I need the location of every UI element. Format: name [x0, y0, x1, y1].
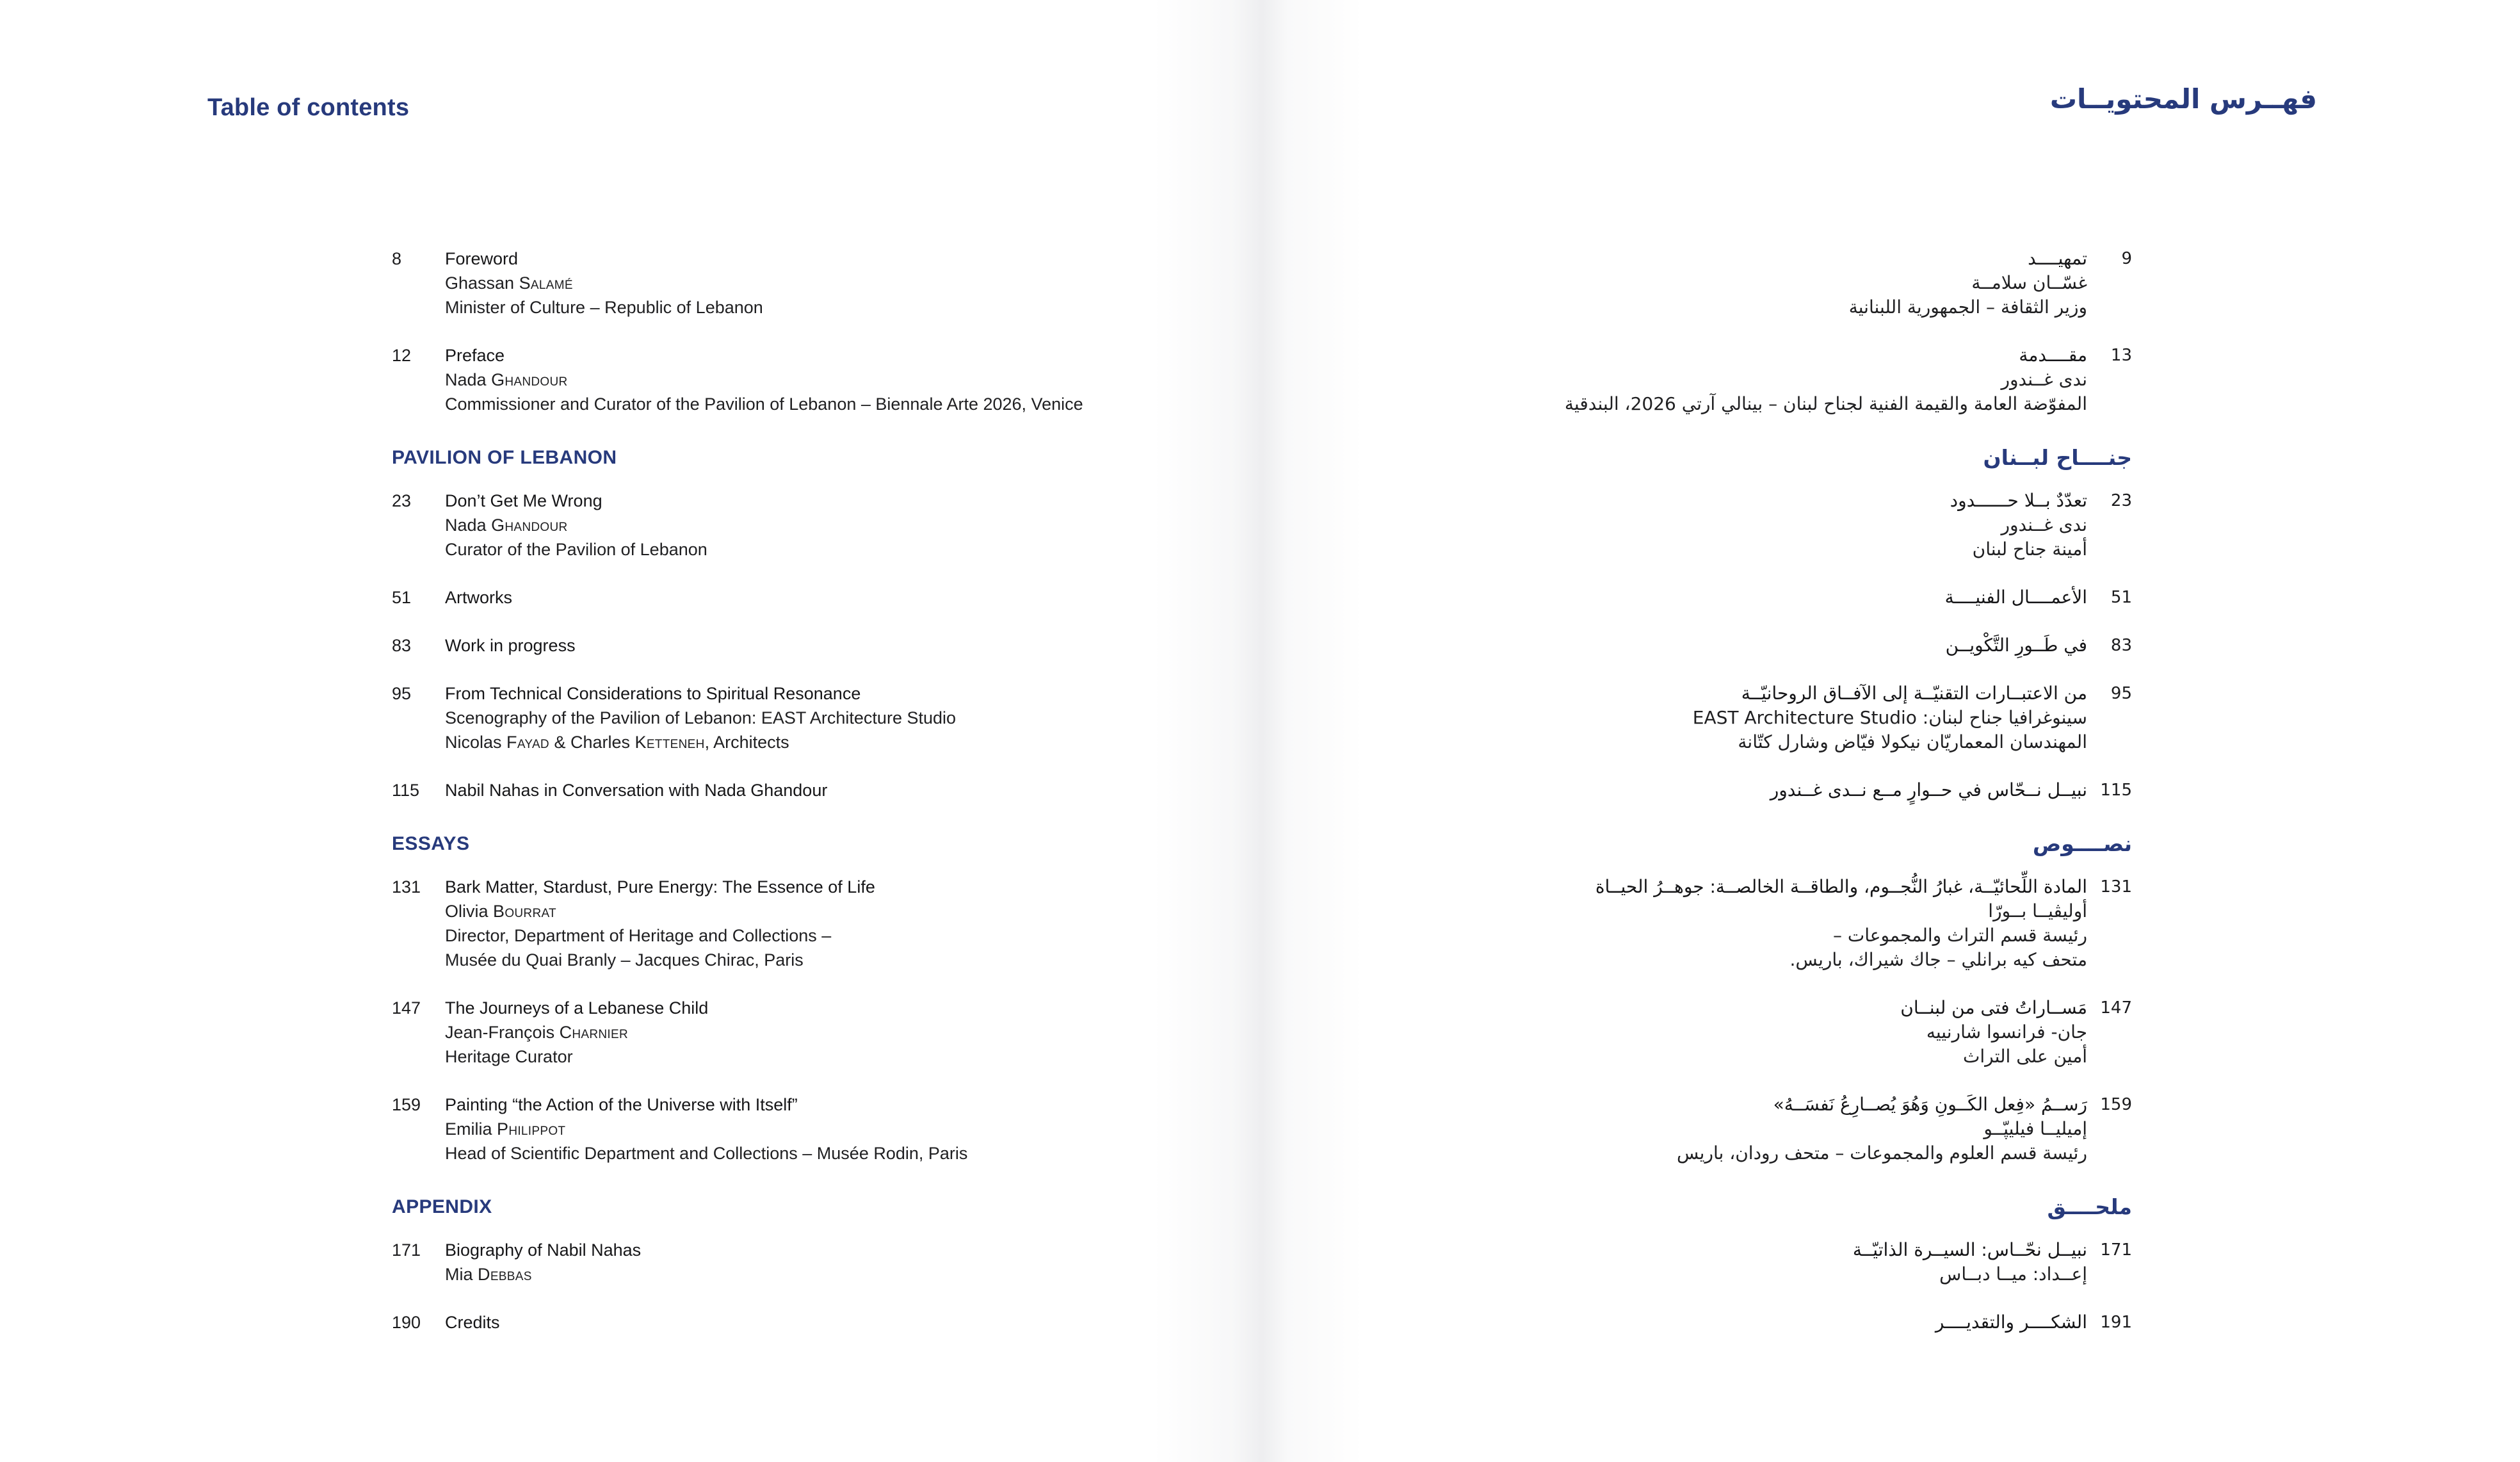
- toc-entry-page-number: 9: [2121, 249, 2132, 268]
- toc-entry-page-number: 147: [2100, 998, 2132, 1018]
- toc-entry-body: [1332, 996, 2087, 1069]
- toc-entry-title: Painting “the Action of the Universe with Itself”: [445, 1095, 798, 1114]
- toc-entry-title: في طَــورِ التَّكْويــن: [1945, 635, 2087, 656]
- toc-entry-subline: إعــداد: ميــا دبــاس: [1939, 1263, 2087, 1285]
- toc-entry-title: Don’t Get Me Wrong: [445, 491, 602, 510]
- toc-english: [392, 247, 1192, 1358]
- section-heading: PAVILION OF LEBANON: [392, 447, 617, 468]
- toc-entry-body: [445, 681, 1192, 754]
- toc-entry-subline: Ghassan Salamé: [445, 273, 573, 293]
- toc-entry: [392, 1238, 1192, 1287]
- toc-entry-page-number: 83: [2110, 636, 2132, 655]
- toc-entry-body: [445, 875, 1192, 972]
- toc-entry-subline: ندى غــندور: [2001, 369, 2087, 390]
- section-heading: نصــــوص: [2032, 831, 2132, 856]
- toc-entry-title: Credits: [445, 1313, 500, 1332]
- toc-entry: [392, 343, 1192, 416]
- toc-entry-body: [1332, 1092, 2087, 1166]
- page-arabic: [1271, 0, 2520, 1462]
- toc-entry-page-number: 23: [392, 491, 412, 510]
- toc-entry: [392, 778, 1192, 802]
- section-heading: ESSAYS: [392, 833, 470, 854]
- toc-entry-subline: Scenography of the Pavilion of Lebanon: EAST Architecture Studio: [445, 708, 957, 727]
- toc-entry: [392, 681, 1192, 754]
- toc-entry-subline: المفوّضة العامة والقيمة الفنية لجناح لبنان – بينالي آرتي 2026، البندقية: [1564, 393, 2087, 414]
- toc-entry-subline: متحف كيه برانلي – جاك شيراك، باريس.: [1789, 949, 2087, 970]
- toc-entry-title: نبيــل نحّــاس: السيــرة الذاتيّــة: [1852, 1239, 2087, 1260]
- toc-entry-page-number: 171: [392, 1240, 421, 1260]
- toc-entry-title: المادة اللِّحائيّــة، غبارُ النُّجــوم، والطاقــة الخالصــة: جوهــرُ الحيــاة: [1595, 876, 2087, 897]
- toc-entry-page-number: 8: [392, 249, 402, 268]
- toc-entry-body: [445, 633, 1192, 658]
- toc-entry-body: [445, 585, 1192, 610]
- toc-entry-title: Preface: [445, 346, 505, 365]
- section-heading: جنــــاح لبــنان: [1983, 445, 2132, 470]
- toc-entry-subline: أوليڤيــا بــورّا: [1988, 900, 2087, 922]
- toc-entry-body: [1332, 778, 2087, 802]
- toc-entry-body: [1332, 681, 2087, 754]
- toc-entry-title: From Technical Considerations to Spiritual Resonance: [445, 684, 861, 703]
- toc-entry: [392, 996, 1192, 1069]
- toc-entry-subline: Curator of the Pavilion of Lebanon: [445, 540, 707, 559]
- toc-entry: [1332, 633, 2132, 658]
- toc-entry-subline: غسّــان سلامــة: [1971, 272, 2087, 293]
- toc-entry-body: [445, 489, 1192, 562]
- toc-entry: [392, 1310, 1192, 1335]
- toc-entry: [1332, 585, 2132, 610]
- toc-entry-subline: أمينة جناح لبنان: [1972, 539, 2087, 560]
- section-heading: APPENDIX: [392, 1196, 492, 1217]
- toc-entry-title: تعدّدٌ بــلا حــــــدود: [1950, 490, 2087, 511]
- toc-entry: [392, 633, 1192, 658]
- toc-entry-body: [1332, 585, 2087, 610]
- toc-entry-body: [1332, 343, 2087, 416]
- toc-entry: [392, 875, 1192, 972]
- toc-entry: [392, 489, 1192, 562]
- toc-entry-subline: رئيسة قسم العلوم والمجموعات – متحف رودان، باريس: [1676, 1142, 2087, 1164]
- toc-entry-page-number: 23: [2110, 491, 2132, 510]
- toc-entry-body: [445, 778, 1192, 802]
- toc-entry-subline: Minister of Culture – Republic of Lebanon: [445, 298, 763, 317]
- toc-entry-page-number: 115: [2100, 781, 2132, 800]
- toc-entry: [1332, 247, 2132, 320]
- toc-entry-title: مقــــدمة: [2019, 345, 2087, 366]
- toc-entry-body: [445, 247, 1192, 320]
- toc-entry-title: Bark Matter, Stardust, Pure Energy: The Essence of Life: [445, 877, 875, 897]
- toc-entry-body: [1332, 489, 2087, 562]
- toc-entry: [392, 247, 1192, 320]
- toc-entry: [1332, 875, 2132, 972]
- toc-entry-title: رَســمُ «فِعل الكَــونِ وَهُوَ يُصــارِعُ نَفسَــهُ»: [1773, 1094, 2087, 1115]
- toc-entry-subline: جان- فرانسوا شارنييه: [1926, 1021, 2087, 1043]
- toc-entry-page-number: 13: [2110, 346, 2132, 365]
- toc-entry-title: Foreword: [445, 249, 519, 268]
- toc-entry-subline: Head of Scientific Department and Collections – Musée Rodin, Paris: [445, 1144, 968, 1163]
- toc-entry-body: [1332, 247, 2087, 320]
- toc-entry-title: Work in progress: [445, 636, 576, 655]
- toc-entry-subline: سينوغرافيا جناح لبنان: EAST Architecture Studio: [1692, 707, 2087, 728]
- toc-entry-subline: Mia Debbas: [445, 1265, 532, 1284]
- toc-entry-body: [445, 1238, 1192, 1287]
- toc-entry-subline: Musée du Quai Branly – Jacques Chirac, Paris: [445, 950, 804, 970]
- toc-entry-page-number: 115: [392, 781, 420, 800]
- toc-entry-page-number: 159: [392, 1095, 421, 1114]
- toc-entry-title: The Journeys of a Lebanese Child: [445, 998, 709, 1018]
- toc-arabic: [1332, 247, 2132, 1358]
- toc-entry: [1332, 1238, 2132, 1287]
- toc-entry-body: [445, 343, 1192, 416]
- toc-entry-page-number: 95: [392, 684, 412, 703]
- toc-entry: [392, 1092, 1192, 1166]
- toc-entry: [1332, 343, 2132, 416]
- toc-entry-subline: إميليــا فيليپّــو: [1983, 1118, 2087, 1139]
- toc-entry-subline: Director, Department of Heritage and Collections –: [445, 926, 832, 945]
- toc-entry-subline: المهندسان المعماريّان نيكولا فيّاض وشارل كتّانة: [1738, 731, 2087, 752]
- toc-entry-page-number: 191: [2100, 1313, 2132, 1332]
- toc-entry-subline: Commissioner and Curator of the Pavilion of Lebanon – Biennale Arte 2026, Venice: [445, 394, 1083, 414]
- toc-entry-page-number: 131: [392, 877, 421, 897]
- page-title-english: Table of contents: [207, 94, 410, 121]
- toc-entry-subline: أمين على التراث: [1962, 1046, 2087, 1067]
- toc-entry-title: مَســاراتُ فتى من لبنــان: [1900, 997, 2087, 1018]
- toc-entry: [1332, 996, 2132, 1069]
- toc-entry-page-number: 131: [2100, 877, 2132, 897]
- toc-entry-body: [445, 1310, 1192, 1335]
- toc-entry-page-number: 171: [2100, 1240, 2132, 1260]
- toc-entry-body: [1332, 1310, 2087, 1335]
- section-heading: ملحــــق: [2047, 1194, 2132, 1219]
- toc-entry-subline: Emilia Philippot: [445, 1119, 566, 1139]
- toc-entry-page-number: 159: [2100, 1095, 2132, 1114]
- toc-entry-subline: رئيسة قسم التراث والمجموعات –: [1832, 925, 2087, 946]
- toc-entry-page-number: 51: [392, 588, 412, 607]
- toc-entry-title: Artworks: [445, 588, 513, 607]
- toc-entry-subline: Nada Ghandour: [445, 370, 568, 389]
- toc-entry: [1332, 681, 2132, 754]
- toc-entry-body: [1332, 875, 2087, 972]
- toc-entry-body: [1332, 633, 2087, 658]
- toc-entry-title: من الاعتبــارات التقنيّــة إلى الآفــاق الروحانيّــة: [1741, 683, 2087, 704]
- toc-entry-page-number: 190: [392, 1313, 421, 1332]
- toc-entry-page-number: 95: [2110, 684, 2132, 703]
- toc-entry-subline: Jean-François Charnier: [445, 1023, 628, 1042]
- toc-entry-subline: Heritage Curator: [445, 1047, 573, 1066]
- toc-entry-body: [1332, 1238, 2087, 1287]
- toc-entry-subline: ندى غــندور: [2001, 514, 2087, 535]
- toc-entry: [1332, 1310, 2132, 1335]
- toc-entry: [392, 585, 1192, 610]
- toc-entry: [1332, 1092, 2132, 1166]
- toc-entry-page-number: 83: [392, 636, 412, 655]
- toc-entry-body: [445, 1092, 1192, 1166]
- toc-entry-page-number: 147: [392, 998, 421, 1018]
- toc-entry-subline: Nicolas Fayad & Charles Ketteneh, Architects: [445, 733, 789, 752]
- toc-entry: [1332, 778, 2132, 802]
- toc-entry-page-number: 12: [392, 346, 412, 365]
- toc-entry: [1332, 489, 2132, 562]
- toc-entry-title: الشكــــر والتقديــــر: [1935, 1312, 2087, 1333]
- toc-entry-title: الأعمــــال الفنيــــة: [1944, 587, 2087, 608]
- toc-entry-title: تمهيــــد: [2028, 248, 2087, 269]
- page-title-arabic: فهــرس المحتويــات: [2049, 83, 2317, 115]
- toc-entry-title: Biography of Nabil Nahas: [445, 1240, 642, 1260]
- toc-entry-subline: Nada Ghandour: [445, 516, 568, 535]
- toc-entry-page-number: 51: [2110, 588, 2132, 607]
- toc-entry-title: نبيــل نــحّاس في حــوارٍ مــع نــدى غــندور: [1770, 779, 2087, 800]
- toc-entry-title: Nabil Nahas in Conversation with Nada Ghandour: [445, 781, 828, 800]
- toc-entry-subline: Olivia Bourrat: [445, 902, 556, 921]
- toc-entry-body: [445, 996, 1192, 1069]
- toc-entry-subline: وزير الثقافة – الجمهورية اللبنانية: [1848, 296, 2087, 318]
